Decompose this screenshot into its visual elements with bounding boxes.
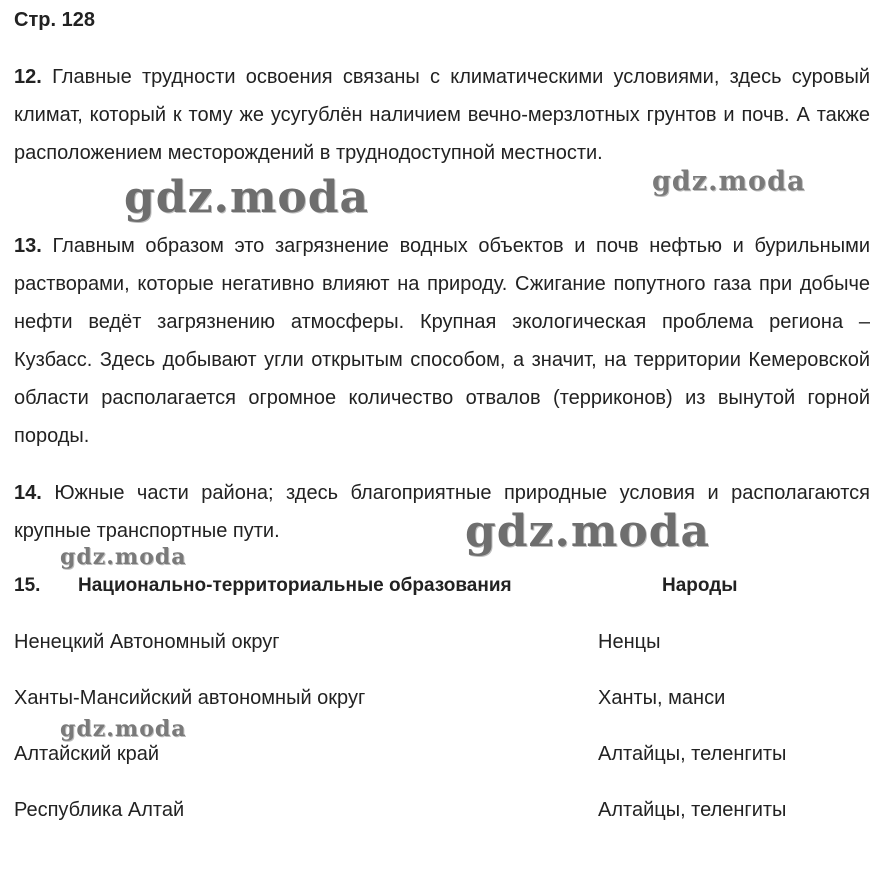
watermark: gdz.moda <box>465 506 711 557</box>
answer-text: Главным образом это загрязнение водных объектов и почв нефтью и бурильными растворами, которые негативно влияют на природу. Сжигание попутного газа при добыче нефти ведёт загрязнению атмосферы. Крупная экологическая проблема региона – Кузбасс. Здесь добывают угли открытым способом, а значит, на территории Кемеровской области располагается огромное количество отвалов (терриконов) из вынутой горной породы. <box>14 235 870 447</box>
table-row <box>14 741 870 767</box>
answer-text: Главные трудности освоения связаны с климатическими условиями, здесь суровый климат, который к тому же усугублён наличием вечно-мерзлотных грунтов и почв. А также расположением месторождений в труднодоступной местности. <box>14 66 870 164</box>
answer-number: 14. <box>14 482 42 504</box>
peoples-cell: Ненцы <box>598 631 661 653</box>
answer-14 <box>14 474 870 550</box>
answer-13 <box>14 227 870 455</box>
table-row <box>14 629 870 655</box>
peoples-cell: Алтайцы, теленгиты <box>598 743 787 765</box>
peoples-cell: Алтайцы, теленгиты <box>598 799 787 821</box>
region-cell: Ненецкий Автономный округ <box>14 631 280 653</box>
table-header <box>14 574 870 598</box>
region-cell: Ханты-Мансийский автономный округ <box>14 687 366 709</box>
peoples-cell: Ханты, манси <box>598 687 726 709</box>
table-row <box>14 797 870 823</box>
answer-number: 13. <box>14 235 42 257</box>
column-header-peoples: Народы <box>662 575 738 596</box>
region-cell: Алтайский край <box>14 743 160 765</box>
watermark: gdz.moda <box>124 172 370 223</box>
watermark: gdz.moda <box>60 544 187 570</box>
table-number: 15. <box>14 575 41 596</box>
watermark: gdz.moda <box>652 166 806 197</box>
answer-12 <box>14 58 870 172</box>
answer-text: Южные части района; здесь благоприятные природные условия и располагаются крупные транспортные пути. <box>14 482 871 542</box>
page-title: Стр. 128 <box>14 9 95 31</box>
table-row <box>14 685 870 711</box>
watermark: gdz.moda <box>60 716 187 742</box>
answer-number: 12. <box>14 66 42 88</box>
region-cell: Республика Алтай <box>14 799 185 821</box>
column-header-regions: Национально-территориальные образования <box>78 575 512 596</box>
